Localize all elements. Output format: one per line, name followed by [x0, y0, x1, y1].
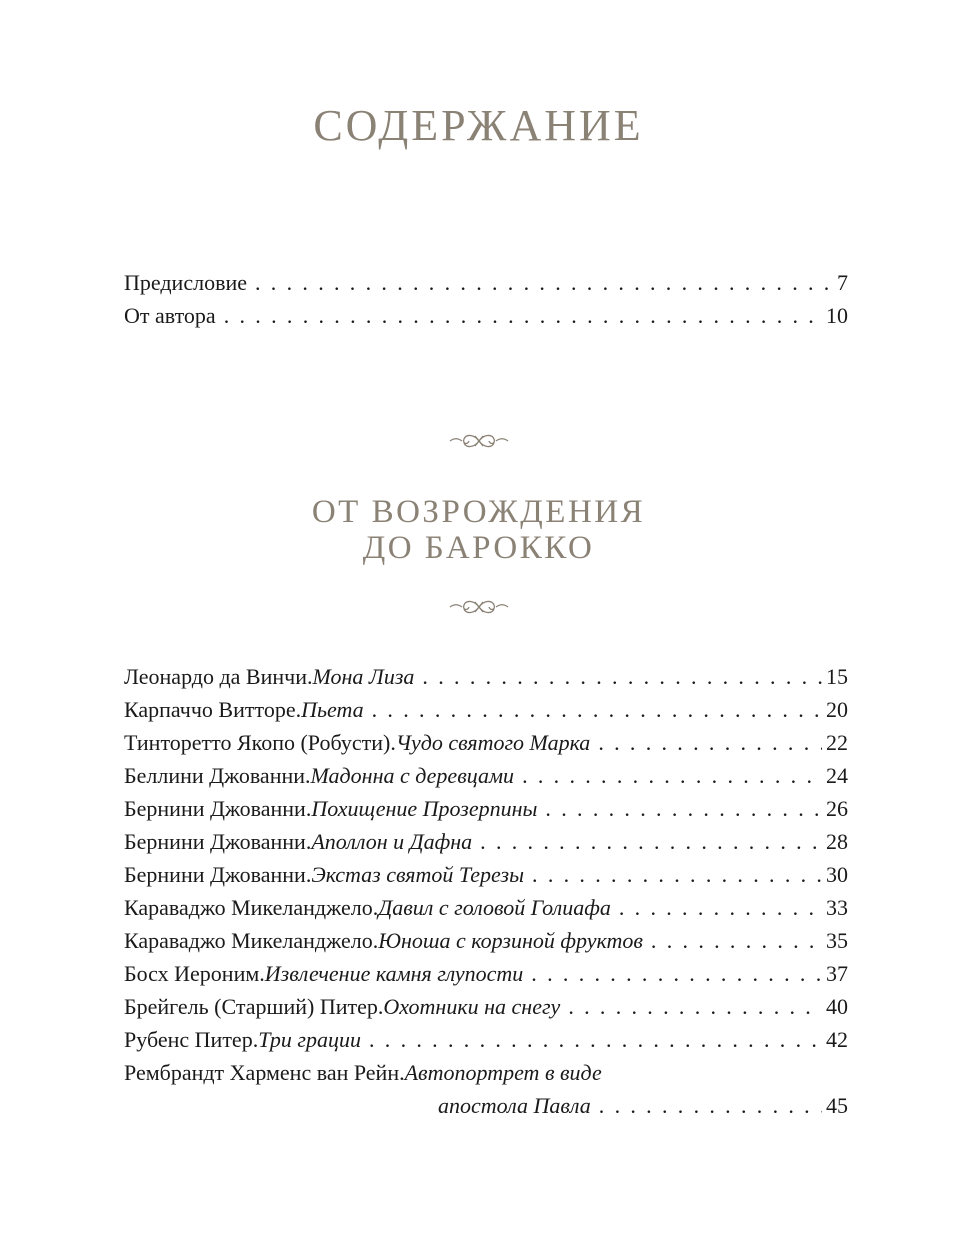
toc-entry-author: Бернини Джованни. — [124, 862, 312, 887]
toc-entry[interactable] — [124, 792, 848, 825]
dot-leader — [619, 891, 822, 924]
toc-entry-page: 28 — [826, 829, 848, 854]
toc-entry-author: Брейгель (Старший) Питер. — [124, 994, 384, 1019]
toc-entry[interactable] — [124, 957, 848, 990]
toc-entry-work: Три грации — [258, 1027, 361, 1052]
dot-leader — [522, 759, 822, 792]
section-title-line-2: ДО БАРОККО — [362, 530, 595, 566]
toc-entry-page: 24 — [826, 763, 848, 788]
toc-entry-author: Босх Иероним. — [124, 961, 265, 986]
dot-leader — [372, 693, 822, 726]
toc-entry-work: Похищение Прозерпины — [311, 796, 538, 821]
toc-entry-author: Беллини Джованни. — [124, 763, 311, 788]
toc-entry-author: Караваджо Микеланджело. — [124, 895, 379, 920]
toc-entry-page: 15 — [826, 664, 848, 689]
toc-entry-author: Тинторетто Якопо (Робусти). — [124, 730, 396, 755]
toc-entry[interactable] — [124, 990, 848, 1023]
toc-entry-page: 22 — [826, 730, 848, 755]
page-title: СОДЕРЖАНИЕ — [313, 101, 644, 150]
toc-entry-author: Бернини Джованни. — [124, 829, 312, 854]
toc-entry-page: 35 — [826, 928, 848, 953]
toc-entry[interactable] — [124, 759, 848, 792]
dot-leader — [532, 858, 822, 891]
toc-entry-work: Чудо святого Марка — [395, 730, 591, 755]
toc-entry[interactable] — [124, 891, 848, 924]
toc-entry-page: 30 — [826, 862, 848, 887]
toc-entry-author: Караваджо Микеланджело. — [124, 928, 379, 953]
dot-leader — [224, 299, 822, 332]
toc-entry-work: Экстаз святой Терезы — [311, 862, 525, 887]
section-entry-list — [124, 660, 848, 1122]
toc-entry-author: Карпаччо Витторе. — [124, 697, 302, 722]
toc-entry-page: 10 — [826, 303, 848, 328]
dot-leader — [545, 792, 822, 825]
toc-entry-page: 45 — [826, 1093, 848, 1118]
dot-leader — [369, 1023, 822, 1056]
toc-entry[interactable] — [124, 924, 848, 957]
toc-entry-work: Охотники на снегу — [383, 994, 561, 1019]
dot-leader — [531, 957, 822, 990]
toc-entry-work: Автопортрет в виде — [404, 1060, 602, 1085]
toc-entry-rembrandt-line-2[interactable] — [124, 1089, 848, 1122]
toc-entry[interactable] — [124, 858, 848, 891]
dot-leader — [255, 266, 833, 299]
toc-entry-page: 20 — [826, 697, 848, 722]
toc-entry-author: Рубенс Питер. — [124, 1027, 259, 1052]
section-title-line-1: ОТ ВОЗРОЖДЕНИЯ — [311, 494, 646, 530]
toc-entry-page: 26 — [826, 796, 848, 821]
toc-entry-work: Пьета — [301, 697, 364, 722]
toc-entry-label: От автора — [124, 303, 216, 328]
toc-entry-page: 33 — [826, 895, 848, 920]
dot-leader — [480, 825, 822, 858]
toc-entry-rembrandt-line-1[interactable] — [124, 1056, 848, 1089]
intro-list — [124, 266, 848, 332]
dot-leader — [568, 990, 822, 1023]
toc-entry-work: Юноша с корзиной фруктов — [378, 928, 643, 953]
toc-entry-work: Мадонна с деревцами — [310, 763, 515, 788]
section-title — [0, 494, 957, 566]
toc-entry[interactable] — [124, 1023, 848, 1056]
toc-entry[interactable] — [124, 825, 848, 858]
flourish-ornament-icon — [0, 430, 957, 457]
toc-entry-page: 42 — [826, 1027, 848, 1052]
dot-leader — [422, 660, 822, 693]
toc-entry-label: Предисловие — [124, 270, 247, 295]
dot-leader — [598, 726, 822, 759]
dot-leader — [651, 924, 822, 957]
toc-entry-work: Извлечение камня глупости — [264, 961, 524, 986]
toc-entry[interactable] — [124, 726, 848, 759]
toc-entry-work: Аполлон и Дафна — [311, 829, 473, 854]
dot-leader — [599, 1089, 822, 1122]
flourish-ornament-icon — [0, 596, 957, 623]
toc-entry-from-author[interactable] — [124, 299, 848, 332]
toc-entry-author: Рембрандт Харменс ван Рейн. — [124, 1060, 405, 1085]
toc-entry-page: 40 — [826, 994, 848, 1019]
toc-entry-work: Мона Лиза — [312, 664, 415, 689]
toc-entry-author: Леонардо да Винчи. — [124, 664, 313, 689]
toc-entry-preface[interactable] — [124, 266, 848, 299]
toc-entry-work-continued: апостола Павла — [438, 1093, 591, 1118]
toc-entry[interactable] — [124, 693, 848, 726]
toc-entry[interactable] — [124, 660, 848, 693]
toc-entry-page: 7 — [837, 270, 848, 295]
toc-entry-page: 37 — [826, 961, 848, 986]
toc-entry-work: Давил с головой Голиафа — [378, 895, 611, 920]
toc-entry-author: Бернини Джованни. — [124, 796, 312, 821]
